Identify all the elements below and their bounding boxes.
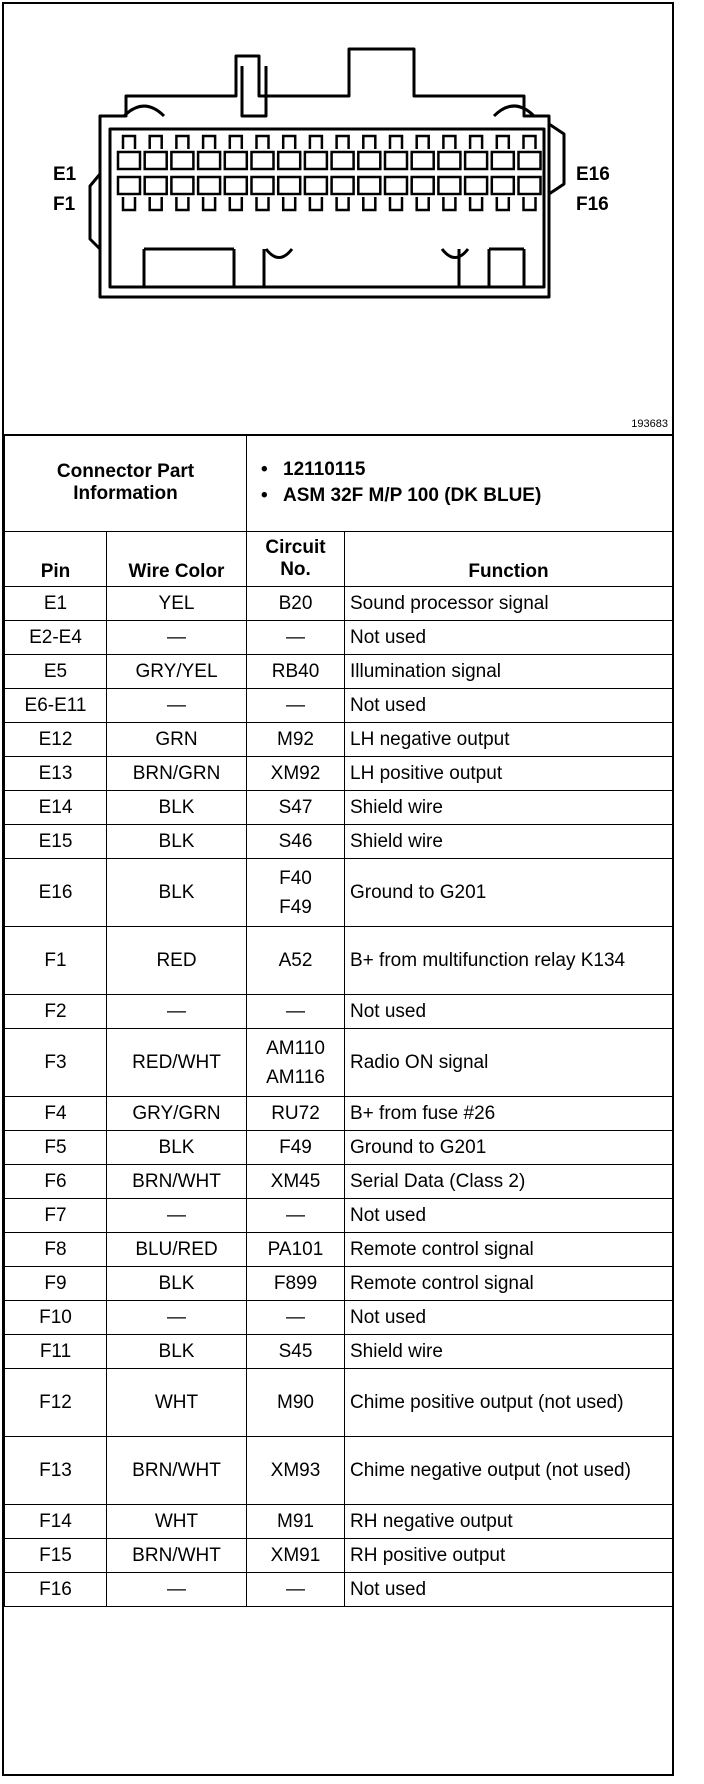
pin-cell: E13 xyxy=(5,757,107,791)
function-cell: Radio ON signal xyxy=(345,1029,673,1097)
circuit-number: — xyxy=(286,695,305,716)
table-row xyxy=(5,1573,673,1607)
function-cell: Sound processor signal xyxy=(345,587,673,621)
circuit-cell xyxy=(247,1437,345,1505)
pin-cell: E1 xyxy=(5,587,107,621)
cavity-e-row xyxy=(385,152,407,169)
circuit-cell xyxy=(247,723,345,757)
circuit-cell xyxy=(247,757,345,791)
pin-cell: E6-E11 xyxy=(5,689,107,723)
function-cell: Chime positive output (not used) xyxy=(345,1369,673,1437)
pin-cell: F5 xyxy=(5,1131,107,1165)
pin-cell: E15 xyxy=(5,825,107,859)
function-cell: Not used xyxy=(345,1301,673,1335)
wire-color-cell: — xyxy=(107,1199,247,1233)
latch-top xyxy=(363,136,375,149)
circuit-number: AM110 xyxy=(266,1037,325,1059)
cavity-e-row xyxy=(252,152,274,169)
pin-cell: F10 xyxy=(5,1301,107,1335)
circuit-number: F49 xyxy=(279,896,312,918)
info-label-line2: Information xyxy=(73,483,178,504)
wire-color-cell: — xyxy=(107,1573,247,1607)
cavity-e-row xyxy=(171,152,193,169)
info-item: • 12110115 xyxy=(261,459,366,480)
pin-cell: F4 xyxy=(5,1097,107,1131)
cavity-f-row xyxy=(358,177,380,194)
circuit-cell xyxy=(247,621,345,655)
circuit-number: S45 xyxy=(278,1341,313,1362)
circuit-cell xyxy=(247,927,345,995)
cavity-f-row xyxy=(225,177,247,194)
cavity-e-row xyxy=(465,152,487,169)
table-row xyxy=(5,621,673,655)
pin-cell: F14 xyxy=(5,1505,107,1539)
pin-cell: F12 xyxy=(5,1369,107,1437)
wire-color-cell: RED/WHT xyxy=(107,1029,247,1097)
latch-bottom xyxy=(417,197,429,210)
cavity-f-row xyxy=(332,177,354,194)
latch-bottom xyxy=(497,197,509,210)
table-row xyxy=(5,1165,673,1199)
circuit-number: XM92 xyxy=(270,763,321,784)
circuit-cell xyxy=(247,1539,345,1573)
table-row xyxy=(5,1131,673,1165)
header-pin: Pin xyxy=(5,532,107,587)
latch-top xyxy=(203,136,215,149)
latch-bottom xyxy=(337,197,349,210)
table-row xyxy=(5,859,673,927)
wire-color-cell: WHT xyxy=(107,1505,247,1539)
cavity-e-row xyxy=(412,152,434,169)
latch-top xyxy=(176,136,188,149)
cavity-f-row xyxy=(278,177,300,194)
connector-face-drawing xyxy=(4,4,672,434)
circuit-number: M90 xyxy=(277,1392,314,1413)
function-cell: Shield wire xyxy=(345,825,673,859)
wire-color-cell: BRN/GRN xyxy=(107,757,247,791)
latch-top xyxy=(497,136,509,149)
circuit-cell xyxy=(247,1573,345,1607)
wire-color-cell: RED xyxy=(107,927,247,995)
connector-diagram-panel xyxy=(4,4,672,436)
circuit-number: — xyxy=(286,627,305,648)
circuit-cell xyxy=(247,859,345,927)
circuit-number: F899 xyxy=(273,1273,318,1294)
pin-cell: F16 xyxy=(5,1573,107,1607)
pinout-sheet xyxy=(2,2,674,1776)
circuit-cell xyxy=(247,1335,345,1369)
table-row xyxy=(5,723,673,757)
circuit-cell xyxy=(247,655,345,689)
circuit-number: S46 xyxy=(278,831,313,852)
pin-cell: E5 xyxy=(5,655,107,689)
cavity-e-row xyxy=(145,152,167,169)
wire-color-cell: BLK xyxy=(107,1131,247,1165)
table-row xyxy=(5,1505,673,1539)
wire-color-cell: GRY/YEL xyxy=(107,655,247,689)
function-cell: Not used xyxy=(345,1199,673,1233)
latch-bottom xyxy=(283,197,295,210)
cavity-e-row xyxy=(492,152,514,169)
figure-number: 193683 xyxy=(631,418,668,430)
pin-cell: F15 xyxy=(5,1539,107,1573)
circuit-number: — xyxy=(286,1205,305,1226)
cavity-f-row xyxy=(465,177,487,194)
function-cell: Illumination signal xyxy=(345,655,673,689)
circuit-cell xyxy=(247,587,345,621)
circuit-number: — xyxy=(286,1579,305,1600)
table-row xyxy=(5,587,673,621)
latch-top xyxy=(390,136,402,149)
pin-cavities xyxy=(118,136,541,210)
connector-info-row xyxy=(5,435,673,532)
table-row xyxy=(5,1335,673,1369)
info-label-line1: Connector Part xyxy=(56,461,195,482)
circuit-number: XM91 xyxy=(270,1545,321,1566)
pin-cell: F1 xyxy=(5,927,107,995)
pin-cell: E14 xyxy=(5,791,107,825)
connector-info-label xyxy=(5,435,247,532)
wire-color-cell: BRN/WHT xyxy=(107,1437,247,1505)
wire-color-cell: BLK xyxy=(107,825,247,859)
latch-bottom xyxy=(310,197,322,210)
wire-color-cell: BLU/RED xyxy=(107,1233,247,1267)
function-cell: Not used xyxy=(345,689,673,723)
wire-color-cell: BRN/WHT xyxy=(107,1539,247,1573)
cavity-f-row xyxy=(252,177,274,194)
function-cell: Shield wire xyxy=(345,1335,673,1369)
connector-info-values xyxy=(247,435,673,532)
latch-bottom xyxy=(150,197,162,210)
cavity-f-row xyxy=(305,177,327,194)
pinout-table xyxy=(4,434,673,1607)
circuit-cell xyxy=(247,1029,345,1097)
cavity-f-row xyxy=(145,177,167,194)
circuit-cell xyxy=(247,825,345,859)
wire-color-cell: — xyxy=(107,995,247,1029)
latch-top xyxy=(310,136,322,149)
circuit-cell xyxy=(247,1131,345,1165)
table-row xyxy=(5,1539,673,1573)
latch-bottom xyxy=(363,197,375,210)
circuit-number: F49 xyxy=(279,1137,312,1158)
function-cell: Ground to G201 xyxy=(345,1131,673,1165)
pin-cell: F3 xyxy=(5,1029,107,1097)
latch-bottom xyxy=(470,197,482,210)
function-cell: B+ from multifunction relay K134 xyxy=(345,927,673,995)
latch-bottom xyxy=(443,197,455,210)
circuit-cell xyxy=(247,1505,345,1539)
label-f16: F16 xyxy=(576,194,609,215)
function-cell: Remote control signal xyxy=(345,1267,673,1301)
header-circuit-no: Circuit No. xyxy=(247,532,345,587)
circuit-number: XM93 xyxy=(270,1460,321,1481)
label-e1: E1 xyxy=(53,164,77,185)
circuit-cell xyxy=(247,791,345,825)
circuit-number: RB40 xyxy=(271,661,320,682)
circuit-number: S47 xyxy=(278,797,313,818)
latch-bottom xyxy=(390,197,402,210)
cavity-f-row xyxy=(412,177,434,194)
cavity-e-row xyxy=(519,152,541,169)
circuit-cell xyxy=(247,1097,345,1131)
cavity-e-row xyxy=(198,152,220,169)
circuit-cell xyxy=(247,1267,345,1301)
circuit-cell xyxy=(247,1199,345,1233)
latch-top xyxy=(257,136,269,149)
wire-color-cell: BLK xyxy=(107,1335,247,1369)
cavity-f-row xyxy=(492,177,514,194)
table-row xyxy=(5,1097,673,1131)
wire-color-cell: YEL xyxy=(107,587,247,621)
function-cell: Chime negative output (not used) xyxy=(345,1437,673,1505)
latch-bottom xyxy=(203,197,215,210)
table-row xyxy=(5,655,673,689)
cavity-e-row xyxy=(332,152,354,169)
circuit-number: M91 xyxy=(277,1511,314,1532)
latch-bottom xyxy=(123,197,135,210)
cavity-e-row xyxy=(225,152,247,169)
circuit-number: XM45 xyxy=(270,1171,321,1192)
cavity-f-row xyxy=(171,177,193,194)
latch-bottom xyxy=(176,197,188,210)
circuit-number: F40 xyxy=(279,867,312,889)
wire-color-cell: BLK xyxy=(107,859,247,927)
cavity-e-row xyxy=(305,152,327,169)
pin-cell: F7 xyxy=(5,1199,107,1233)
table-row xyxy=(5,825,673,859)
wire-color-cell: — xyxy=(107,621,247,655)
latch-top xyxy=(283,136,295,149)
function-cell: LH positive output xyxy=(345,757,673,791)
function-cell: Shield wire xyxy=(345,791,673,825)
pin-cell: E2-E4 xyxy=(5,621,107,655)
circuit-cell xyxy=(247,995,345,1029)
pin-cell: F2 xyxy=(5,995,107,1029)
latch-top xyxy=(443,136,455,149)
table-header-row xyxy=(5,532,673,587)
cavity-f-row xyxy=(198,177,220,194)
function-cell: Ground to G201 xyxy=(345,859,673,927)
cavity-e-row xyxy=(118,152,140,169)
pin-cell: E16 xyxy=(5,859,107,927)
table-row xyxy=(5,1199,673,1233)
table-row xyxy=(5,1369,673,1437)
circuit-cell xyxy=(247,1165,345,1199)
header-function: Function xyxy=(345,532,673,587)
cavity-f-row xyxy=(118,177,140,194)
circuit-cell xyxy=(247,689,345,723)
function-cell: LH negative output xyxy=(345,723,673,757)
function-cell: Not used xyxy=(345,995,673,1029)
cavity-e-row xyxy=(358,152,380,169)
latch-bottom xyxy=(257,197,269,210)
pin-cell: F13 xyxy=(5,1437,107,1505)
table-row xyxy=(5,791,673,825)
circuit-number: RU72 xyxy=(271,1103,320,1124)
latch-top xyxy=(230,136,242,149)
function-cell: Not used xyxy=(345,1573,673,1607)
pin-cell: F9 xyxy=(5,1267,107,1301)
wire-color-cell: — xyxy=(107,1301,247,1335)
circuit-cell xyxy=(247,1301,345,1335)
wire-color-cell: BLK xyxy=(107,791,247,825)
cavity-f-row xyxy=(438,177,460,194)
circuit-cell xyxy=(247,1233,345,1267)
table-row xyxy=(5,757,673,791)
function-cell: B+ from fuse #26 xyxy=(345,1097,673,1131)
table-row xyxy=(5,927,673,995)
circuit-number: A52 xyxy=(278,950,313,971)
latch-top xyxy=(337,136,349,149)
cavity-f-row xyxy=(385,177,407,194)
pin-cell: F11 xyxy=(5,1335,107,1369)
table-row xyxy=(5,1233,673,1267)
table-row xyxy=(5,1029,673,1097)
table-row xyxy=(5,1437,673,1505)
cavity-e-row xyxy=(278,152,300,169)
function-cell: Serial Data (Class 2) xyxy=(345,1165,673,1199)
wire-color-cell: GRN xyxy=(107,723,247,757)
latch-top xyxy=(470,136,482,149)
circuit-number: B20 xyxy=(278,593,313,614)
table-row xyxy=(5,689,673,723)
circuit-cell xyxy=(247,1369,345,1437)
latch-bottom xyxy=(524,197,536,210)
latch-top xyxy=(123,136,135,149)
wire-color-cell: — xyxy=(107,689,247,723)
circuit-number: — xyxy=(286,1001,305,1022)
label-f1: F1 xyxy=(53,194,76,215)
function-cell: Not used xyxy=(345,621,673,655)
wire-color-cell: BLK xyxy=(107,1267,247,1301)
wire-color-cell: WHT xyxy=(107,1369,247,1437)
latch-top xyxy=(524,136,536,149)
info-item: • ASM 32F M/P 100 (DK BLUE) xyxy=(261,485,542,506)
cavity-f-row xyxy=(519,177,541,194)
function-cell: Remote control signal xyxy=(345,1233,673,1267)
circuit-number: M92 xyxy=(277,729,314,750)
function-cell: RH positive output xyxy=(345,1539,673,1573)
pin-cell: F6 xyxy=(5,1165,107,1199)
pin-cell: F8 xyxy=(5,1233,107,1267)
cavity-e-row xyxy=(438,152,460,169)
table-row xyxy=(5,1301,673,1335)
latch-bottom xyxy=(230,197,242,210)
wire-color-cell: GRY/GRN xyxy=(107,1097,247,1131)
table-row xyxy=(5,995,673,1029)
wire-color-cell: BRN/WHT xyxy=(107,1165,247,1199)
header-wire-color: Wire Color xyxy=(107,532,247,587)
table-row xyxy=(5,1267,673,1301)
latch-top xyxy=(417,136,429,149)
circuit-number: PA101 xyxy=(267,1239,324,1260)
label-e16: E16 xyxy=(576,164,610,185)
circuit-number: AM116 xyxy=(266,1066,325,1088)
pin-cell: E12 xyxy=(5,723,107,757)
latch-top xyxy=(150,136,162,149)
function-cell: RH negative output xyxy=(345,1505,673,1539)
circuit-number: — xyxy=(286,1307,305,1328)
